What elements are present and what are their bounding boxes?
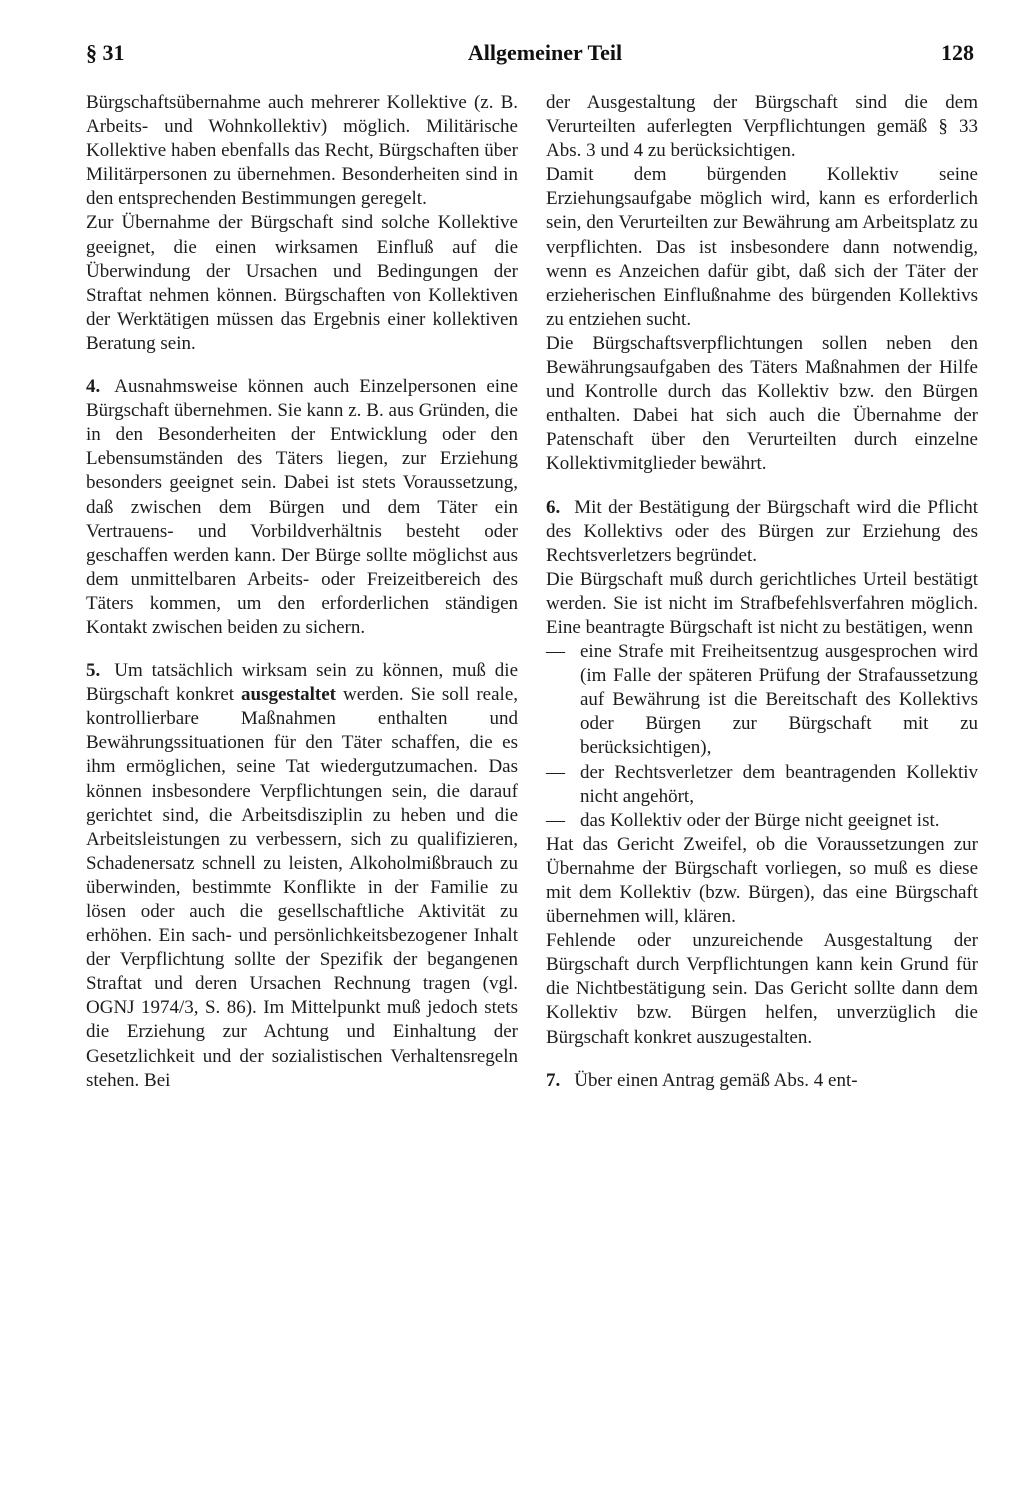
list-dash: — xyxy=(546,761,565,783)
page-header xyxy=(86,40,974,80)
paragraph-number: 6. xyxy=(546,496,561,518)
paragraph: der Ausgestaltung der Bürgschaft sind die dem Verurteilten auferlegten Verpflichtungen gemäß § 33 Abs. 3 und 4 zu berücksichtigen. xyxy=(546,92,978,162)
list-item-text: der Rechtsverletzer dem beantragenden Kollektiv nicht angehört, xyxy=(580,761,978,807)
paragraph-number: 5. xyxy=(86,660,101,682)
list-item xyxy=(546,809,978,833)
page-number: 128 xyxy=(941,40,974,65)
running-title: Allgemeiner Teil xyxy=(467,40,623,65)
numbered-paragraph-4 xyxy=(86,375,518,640)
paragraph-text: Um tatsächlich wirksam sein zu können, muß die Bürgschaft konkret xyxy=(86,660,518,706)
numbered-paragraph-6 xyxy=(546,496,978,568)
list-item-text: eine Strafe mit Freiheitsentzug ausgesprochen wird (im Falle der späteren Prüfung der Strafaussetzung auf Bewährung ist die Bereitschaft des Kollektivs oder Bürgen zur Bürgschaft mit zu berücksichtigen), xyxy=(580,641,978,759)
paragraph: Fehlende oder unzureichende Ausgestaltung der Bürgschaft durch Verpflichtungen kann kein Grund für die Nichtbestätigung sein. Das Gericht sollte dann dem Kollektiv bzw. Bürgen helfen, unverzüglich die Bürgschaft konkret auszugestalten. xyxy=(546,930,978,1048)
emphasis-term: ausgestaltet xyxy=(241,684,337,706)
list-item-text: das Kollektiv oder der Bürge nicht geeignet ist. xyxy=(580,809,940,831)
left-column xyxy=(86,91,518,1112)
paragraph-text: Über einen Antrag gemäß Abs. 4 ent- xyxy=(574,1069,858,1091)
paragraph: Zur Übernahme der Bürgschaft sind solche Kollektive geeignet, die einen wirksamen Einfluß auf die Überwindung der Ursachen und Bedingungen der Straftat nehmen können. Bürgschaften von Kollektiven der Werktätigen müssen das Ergebnis einer kollektiven Beratung sein. xyxy=(86,212,518,354)
paragraph: Damit dem bürgenden Kollektiv seine Erziehungsaufgabe möglich wird, kann es erforderlich sein, den Verurteilten zur Bewährung am Arbeitsplatz zu verpflichten. Das ist insbesondere dann notwendig, wenn es Anzeichen dafür gibt, daß sich der Täter der erzieherischen Einflußnahme des bürgenden Kollektivs zu entziehen sucht. xyxy=(546,164,978,330)
numbered-paragraph-5 xyxy=(86,659,518,1093)
numbered-paragraph-7 xyxy=(546,1069,978,1093)
list-item xyxy=(546,761,978,809)
list-dash: — xyxy=(546,641,565,663)
paragraph: Bürgschaftsübernahme auch mehrerer Kollektive (z. B. Arbeits- und Wohnkollektiv) möglich. Militärische Kollektive haben ebenfalls das Recht, Bürgschaften über Militärpersonen zu übernehmen. Besonderheiten sind in den entsprechenden Bestimmungen geregelt. xyxy=(86,92,518,210)
paragraph-number: 4. xyxy=(86,376,101,398)
paragraph-text: werden. Sie soll reale, kontrollierbare Maßnahmen enthalten und Bewährungssituationen für den Täter schaffen, die es ihm ermöglichen, seine Tat wiedergutzumachen. Das können insbesondere Verpflichtungen sein, die darauf gerichtet sind, die Arbeitsdisziplin zu heben und die Arbeitsleistungen zu verbessern, sich zu qualifizieren, Schadenersatz schnell zu leisten, Alkoholmißbrauch zu überwinden, bestimmte Konflikte in der Familie zu lösen oder auch die gesellschaftliche Aktivität zu erhöhen. Ein sach- und persönlichkeitsbezogener Inhalt der Verpflichtung sollte der Spezifik der begangenen Straftat und deren Ursachen Rechnung tragen (vgl. OGNJ 1974/3, S. 86). Im Mittelpunkt muß jedoch stets die Erziehung zur Achtung und Einhaltung der Gesetzlichkeit und der sozialistischen Verhaltensregeln stehen. Bei xyxy=(86,684,518,1091)
paragraph: Die Bürgschaftsverpflichtungen sollen neben den Bewährungsaufgaben des Täters Maßnahmen der Hilfe und Kontrolle durch das Kollektiv bzw. den Bürgen enthalten. Dabei hat sich auch die Übernahme der Patenschaft über den Verurteilten durch einzelne Kollektivmitglieder bewährt. xyxy=(546,332,978,475)
right-column xyxy=(546,91,978,1093)
section-marker: § 31 xyxy=(86,40,125,65)
paragraph: Die Bürgschaft muß durch gerichtliches Urteil bestätigt werden. Sie ist nicht im Strafbefehlsverfahren möglich. Eine beantragte Bürgschaft ist nicht zu bestätigen, wenn xyxy=(546,568,978,638)
paragraph-text: Mit der Bestätigung der Bürgschaft wird die Pflicht des Kollektivs oder des Bürgen zur Erziehung des Rechtsverletzers begründet. xyxy=(546,496,978,566)
paragraph: Hat das Gericht Zweifel, ob die Voraussetzungen zur Übernahme der Bürgschaft vorliegen, so muß es diese mit dem Kollektiv (bzw. Bürgen), das eine Bürgschaft übernehmen will, klären. xyxy=(546,833,978,928)
list-dash: — xyxy=(546,809,565,831)
paragraph-number: 7. xyxy=(546,1069,561,1091)
list-item xyxy=(546,640,978,760)
paragraph-text: Ausnahmsweise können auch Einzelpersonen eine Bürgschaft übernehmen. Sie kann z. B. aus Gründen, die in den Besonderheiten der Entwicklung oder den Lebensumständen des Täters liegen, zur Erziehung besonders geeignet sein. Dabei ist stets Voraussetzung, daß zwischen dem Bürgen und dem Täter ein Vertrauens- und Vorbildverhältnis besteht oder geschaffen werden kann. Der Bürge sollte möglichst aus dem unmittelbaren Arbeits- oder Freizeitbereich des Täters kommen, um den erforderlichen ständigen Kontakt zwischen beiden zu sichern. xyxy=(86,376,518,638)
